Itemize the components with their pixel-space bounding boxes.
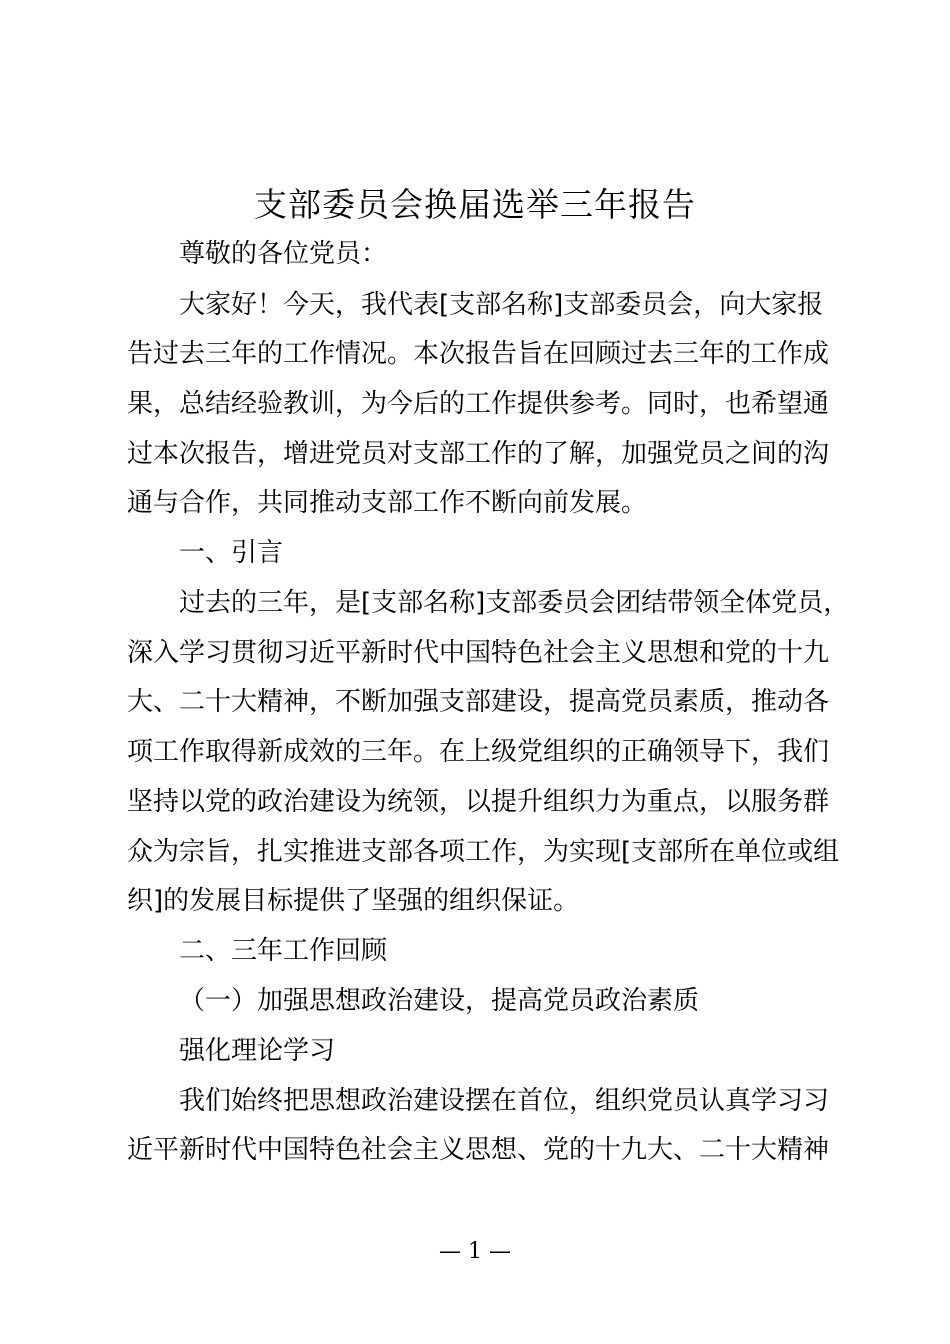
section-heading: 一、引言 — [179, 538, 284, 568]
paragraph-line: 过本次报告，增进党员对支部工作的了解，加强党员之间的沟 — [127, 439, 830, 469]
paragraph-line: 过去的三年，是[支部名称]支部委员会团结带领全体党员， — [179, 588, 850, 618]
paragraph-line: 大、二十大精神，不断加强支部建设，提高党员素质，推动各 — [127, 687, 830, 717]
section-heading: 二、三年工作回顾 — [179, 936, 388, 966]
document-title: 支部委员会换届选举三年报告 — [254, 185, 696, 224]
subsection-heading: （一）加强思想政治建设，提高党员政治素质 — [179, 986, 700, 1016]
paragraph-line: 深入学习贯彻习近平新时代中国特色社会主义思想和党的十九 — [127, 638, 830, 668]
subsection-heading: 强化理论学习 — [179, 1036, 336, 1066]
salutation: 尊敬的各位党员： — [179, 239, 388, 269]
paragraph-line: 众为宗旨，扎实推进支部各项工作，为实现[支部所在单位或组 — [127, 837, 840, 867]
paragraph-line: 坚持以党的政治建设为统领，以提升组织力为重点，以服务群 — [127, 787, 830, 817]
paragraph-line: 项工作取得新成效的三年。在上级党组织的正确领导下，我们 — [127, 737, 830, 767]
paragraph-line: 果，总结经验教训，为今后的工作提供参考。同时，也希望通 — [127, 389, 830, 419]
paragraph-line: 我们始终把思想政治建设摆在首位，组织党员认真学习习 — [179, 1086, 830, 1116]
paragraph-line: 告过去三年的工作情况。本次报告旨在回顾过去三年的工作成 — [127, 339, 830, 369]
page-number: — 1 — — [439, 1239, 511, 1264]
paragraph-line: 织]的发展目标提供了坚强的组织保证。 — [127, 886, 580, 916]
paragraph-line: 大家好！今天，我代表[支部名称]支部委员会，向大家报 — [179, 290, 824, 320]
paragraph-line: 通与合作，共同推动支部工作不断向前发展。 — [127, 488, 648, 518]
paragraph-line: 近平新时代中国特色社会主义思想、党的十九大、二十大精神 — [127, 1135, 830, 1165]
